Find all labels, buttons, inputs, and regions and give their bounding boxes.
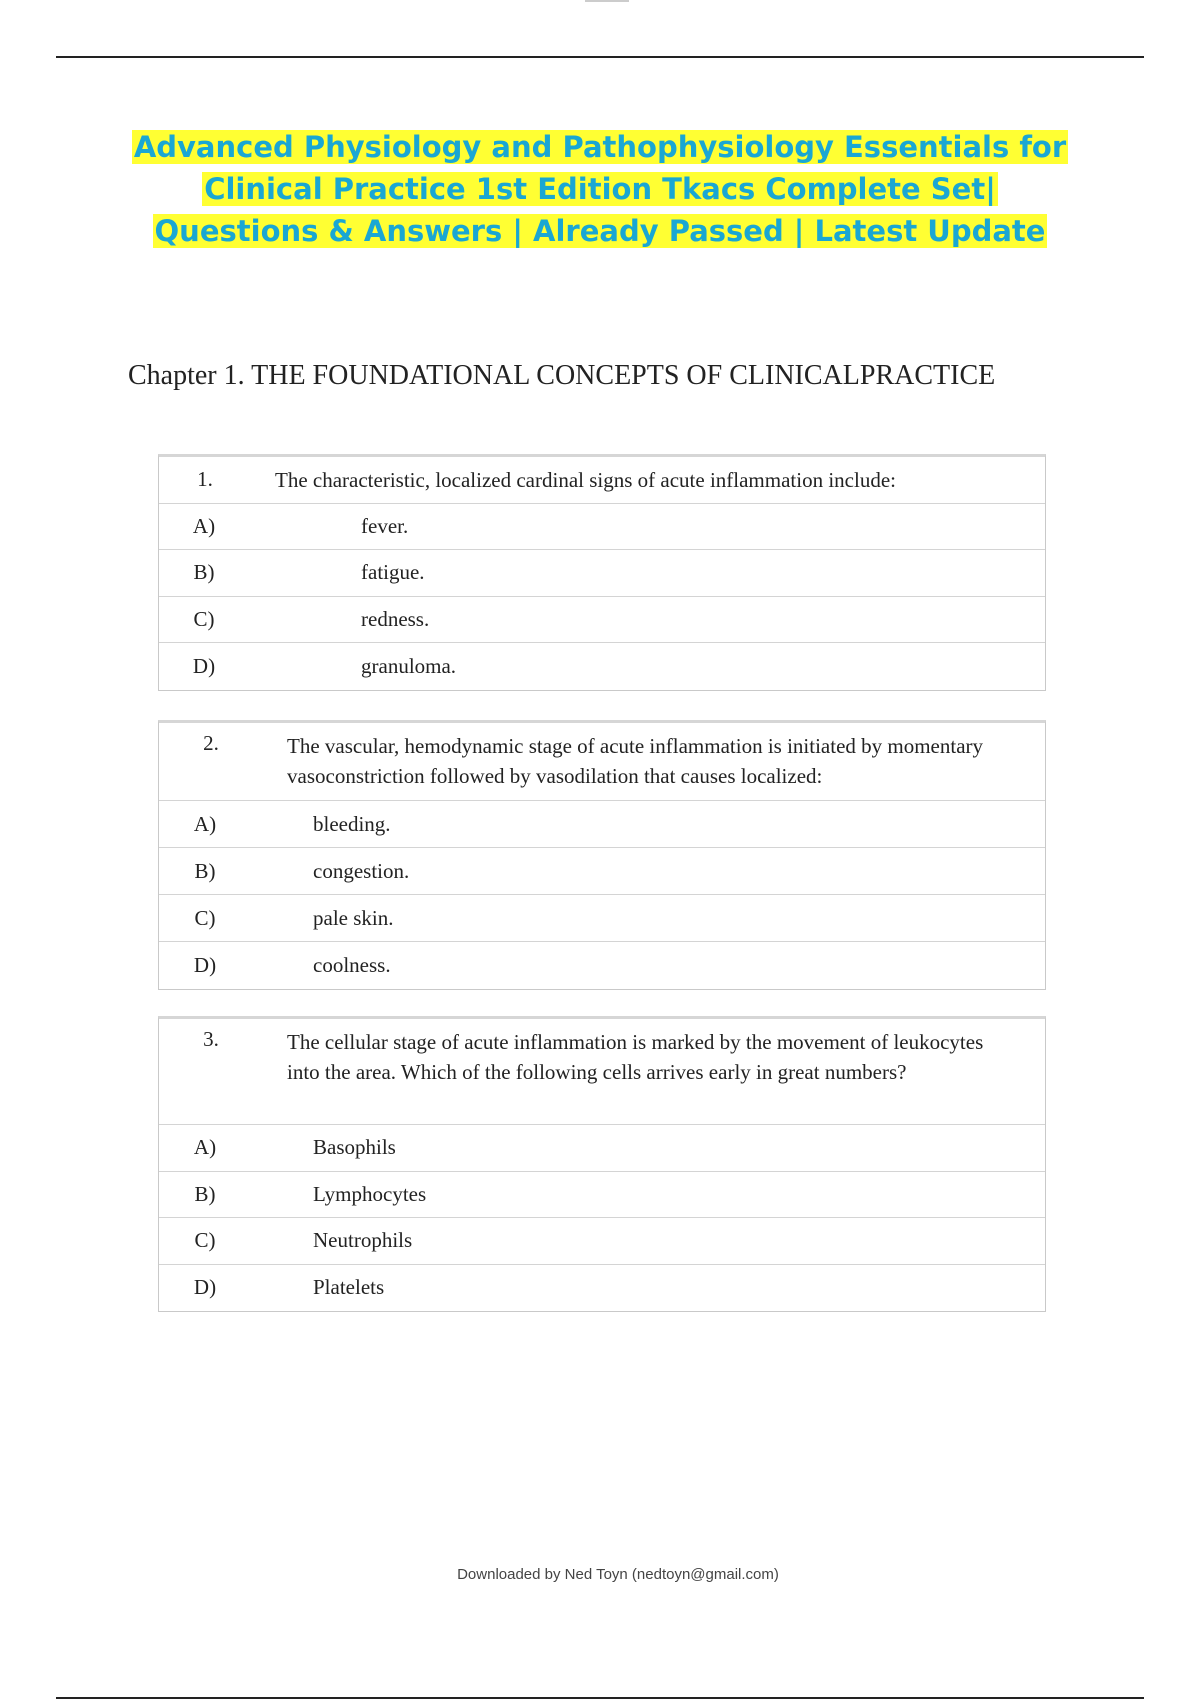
option-letter: A) bbox=[193, 1135, 217, 1160]
option-text: Basophils bbox=[313, 1135, 396, 1160]
question-number: 3. bbox=[203, 1027, 219, 1051]
option-letter: B) bbox=[193, 560, 215, 585]
option-letter: B) bbox=[194, 1181, 216, 1206]
option-row bbox=[159, 895, 1045, 942]
option-letter: D) bbox=[193, 953, 217, 977]
option-text: fatigue. bbox=[361, 560, 425, 585]
question-3-table bbox=[158, 1016, 1046, 1312]
option-letter: C) bbox=[194, 905, 216, 930]
option-letter: C) bbox=[194, 1228, 216, 1253]
option-text: Platelets bbox=[313, 1275, 385, 1300]
chapter-heading: Chapter 1. THE FOUNDATIONAL CONCEPTS OF CLINICALPRACTICE bbox=[128, 360, 996, 391]
option-row bbox=[159, 942, 1045, 989]
question-row bbox=[159, 1019, 1045, 1125]
option-letter: D) bbox=[193, 1275, 217, 1300]
option-row bbox=[159, 504, 1045, 551]
option-row bbox=[159, 848, 1045, 895]
option-letter: A) bbox=[193, 811, 217, 836]
option-text: redness. bbox=[361, 606, 430, 631]
option-letter: A) bbox=[192, 513, 216, 538]
document-title bbox=[120, 126, 1080, 252]
option-text: coolness. bbox=[313, 953, 391, 977]
option-row bbox=[159, 643, 1045, 690]
question-1-table bbox=[158, 454, 1046, 691]
download-footer: Downloaded by Ned Toyn (nedtoyn@gmail.com) bbox=[457, 1566, 779, 1583]
option-text: congestion. bbox=[313, 858, 410, 883]
option-letter: C) bbox=[193, 606, 215, 631]
question-number: 1. bbox=[197, 467, 213, 492]
option-row bbox=[159, 1265, 1045, 1312]
option-row bbox=[159, 550, 1045, 597]
option-row bbox=[159, 1218, 1045, 1265]
option-letter: D) bbox=[192, 653, 216, 678]
question-row bbox=[159, 723, 1045, 801]
header-mark bbox=[585, 0, 629, 2]
option-row bbox=[159, 801, 1045, 848]
question-row bbox=[159, 457, 1045, 504]
option-text: Lymphocytes bbox=[313, 1181, 427, 1206]
option-row bbox=[159, 1125, 1045, 1172]
question-text: The characteristic, localized cardinal signs of acute inflammation include: bbox=[275, 467, 896, 492]
option-text: granuloma. bbox=[361, 653, 457, 678]
title-line-3: Questions & Answers | Already Passed | Latest Update bbox=[154, 214, 1046, 248]
title-line-1: Advanced Physiology and Pathophysiology Essentials for bbox=[133, 130, 1067, 164]
bottom-divider bbox=[56, 1697, 1144, 1699]
option-row bbox=[159, 597, 1045, 644]
option-text: pale skin. bbox=[313, 905, 394, 930]
question-number: 2. bbox=[203, 731, 219, 755]
option-text: Neutrophils bbox=[313, 1228, 413, 1253]
question-text: The cellular stage of acute inflammation is marked by the movement of leukocytes into the area. Which of the following cells arrives early in great numbers? bbox=[287, 1030, 984, 1084]
top-divider bbox=[56, 56, 1144, 58]
title-line-2: Clinical Practice 1st Edition Tkacs Complete Set| bbox=[204, 172, 996, 206]
option-row bbox=[159, 1172, 1045, 1219]
option-text: bleeding. bbox=[313, 811, 391, 836]
question-text: The vascular, hemodynamic stage of acute inflammation is initiated by momentary vasoconstriction followed by vasodilation that causes localized: bbox=[287, 734, 984, 788]
question-2-table bbox=[158, 720, 1046, 990]
option-letter: B) bbox=[194, 858, 216, 883]
option-text: fever. bbox=[361, 513, 409, 538]
